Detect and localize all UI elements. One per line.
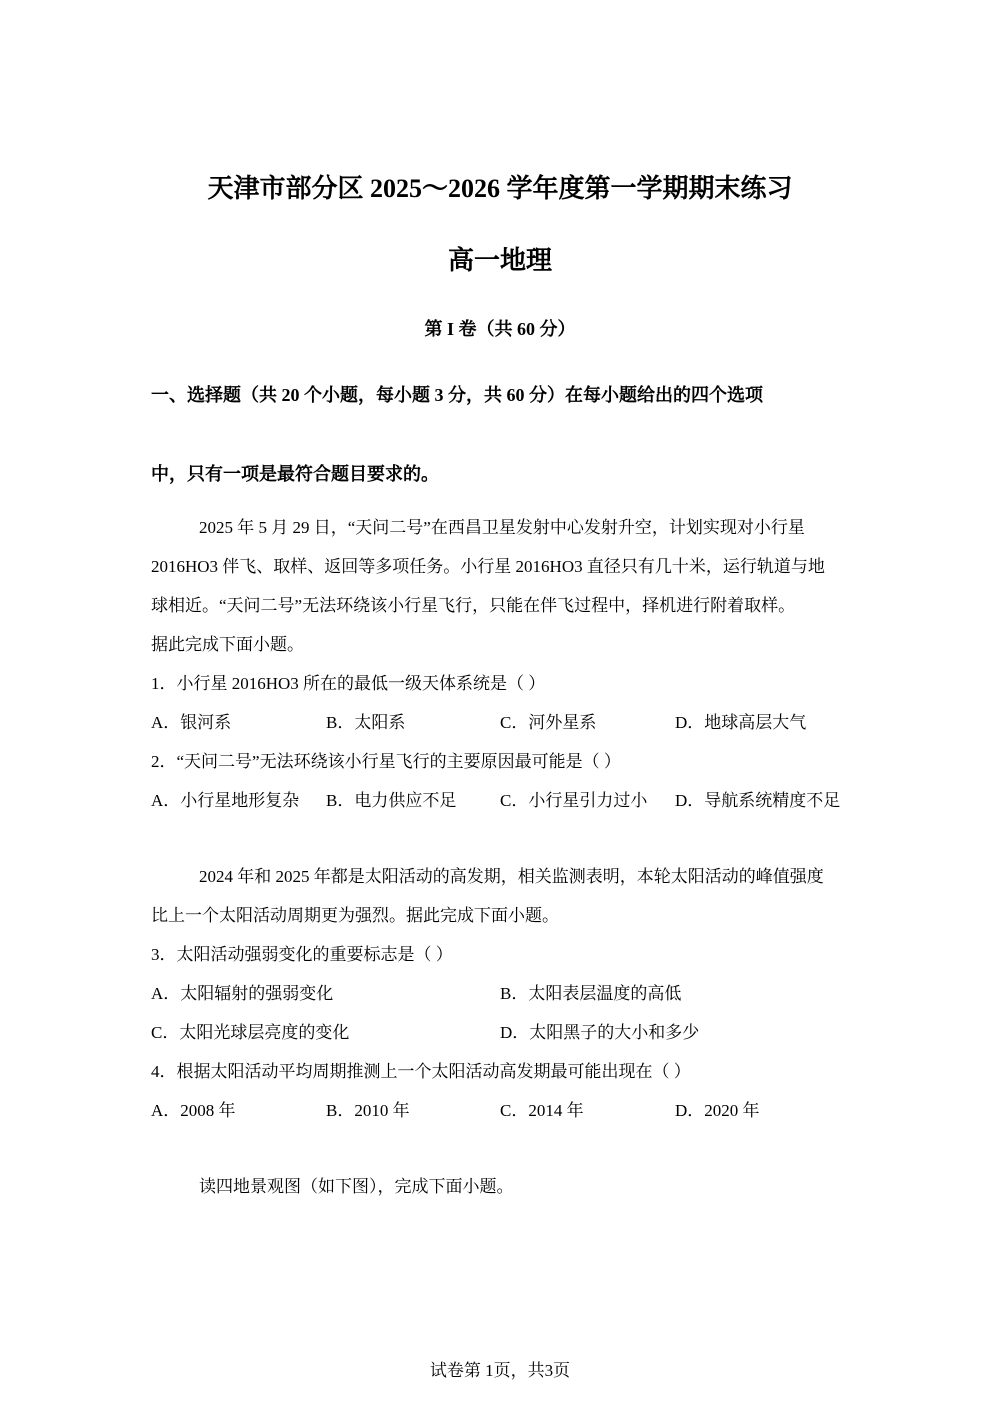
question-2-option-b: B．电力供应不足 bbox=[326, 791, 457, 810]
question-3-option-a: A．太阳辐射的强弱变化 bbox=[151, 984, 334, 1003]
question-2-option-a: A．小行星地形复杂 bbox=[151, 791, 300, 810]
question-3-option-d: D．太阳黑子的大小和多少 bbox=[500, 1023, 700, 1042]
question-3-option-b: B．太阳表层温度的高低 bbox=[500, 984, 682, 1003]
passage2-line: 比上一个太阳活动周期更为强烈。据此完成下面小题。 bbox=[151, 906, 559, 925]
question-1-option-a: A．银河系 bbox=[151, 713, 232, 732]
question-2-option-d: D．导航系统精度不足 bbox=[675, 791, 841, 810]
question-3-stem: 3．太阳活动强弱变化的重要标志是（ ） bbox=[151, 945, 453, 964]
question-1-stem: 1．小行星 2016HO3 所在的最低一级天体系统是（ ） bbox=[151, 674, 546, 693]
section-heading-line2: 中，只有一项是最符合题目要求的。 bbox=[151, 464, 439, 484]
passage2-line: 2024 年和 2025 年都是太阳活动的高发期，相关监测表明，本轮太阳活动的峰值强度 bbox=[199, 867, 824, 886]
passage1-line: 2016HO3 伴飞、取样、返回等多项任务。小行星 2016HO3 直径只有几十米，运行轨道与地 bbox=[151, 557, 825, 576]
question-1-option-b: B．太阳系 bbox=[326, 713, 406, 732]
question-1-option-d: D．地球高层大气 bbox=[675, 713, 807, 732]
subject-title: 高一地理 bbox=[447, 246, 552, 275]
passage1-line: 据此完成下面小题。 bbox=[151, 635, 304, 654]
question-4-option-d: D．2020 年 bbox=[675, 1101, 760, 1120]
section-heading-line1: 一、选择题（共 20 个小题，每小题 3 分，共 60 分）在每小题给出的四个选项 bbox=[151, 385, 763, 405]
question-1-option-c: C．河外星系 bbox=[500, 713, 597, 732]
exam-title: 天津市部分区 2025～2026 学年度第一学期期末练习 bbox=[207, 174, 793, 203]
question-4-option-a: A．2008 年 bbox=[151, 1101, 236, 1120]
question-4-option-b: B．2010 年 bbox=[326, 1101, 410, 1120]
volume-title: 第 I 卷（共 60 分） bbox=[424, 319, 576, 339]
passage1-line: 球相近。“天问二号”无法环绕该小行星飞行，只能在伴飞过程中，择机进行附着取样。 bbox=[151, 596, 796, 615]
question-4-stem: 4．根据太阳活动平均周期推测上一个太阳活动高发期最可能出现在（ ） bbox=[151, 1062, 691, 1081]
question-4-option-c: C．2014 年 bbox=[500, 1101, 584, 1120]
question-3-option-c: C．太阳光球层亮度的变化 bbox=[151, 1023, 350, 1042]
question-2-option-c: C．小行星引力过小 bbox=[500, 791, 648, 810]
page-footer: 试卷第 1页，共3页 bbox=[429, 1361, 571, 1380]
passage1-line: 2025 年 5 月 29 日，“天问二号”在西昌卫星发射中心发射升空，计划实现对小行星 bbox=[199, 518, 805, 537]
question-2-stem: 2．“天问二号”无法环绕该小行星飞行的主要原因最可能是（ ） bbox=[151, 752, 621, 771]
passage3-line: 读四地景观图（如下图），完成下面小题。 bbox=[199, 1177, 514, 1196]
